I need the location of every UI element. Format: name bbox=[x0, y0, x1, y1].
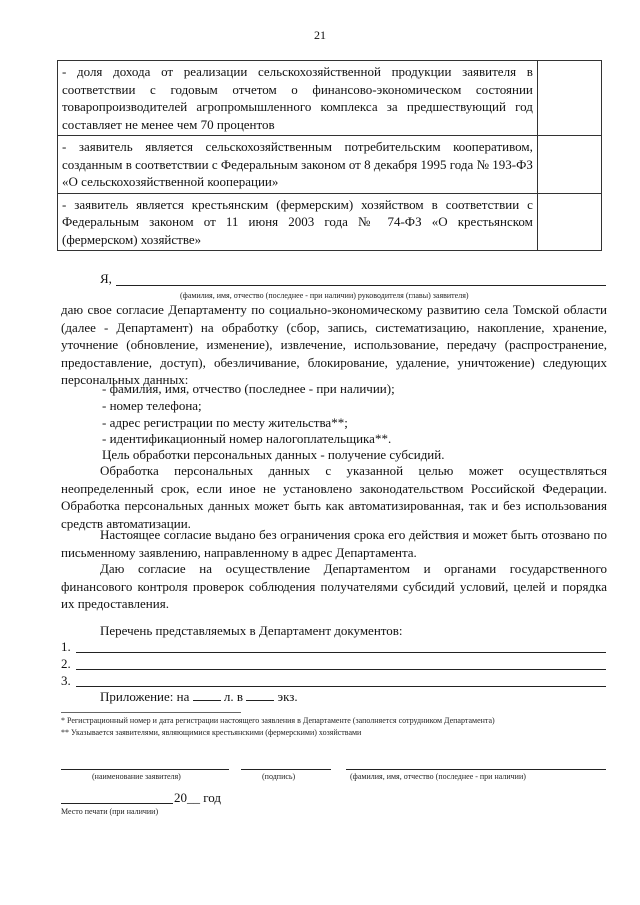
table-row bbox=[58, 61, 602, 136]
condition-text: - доля дохода от реализации сельскохозяйственной продукции заявителя в соответствии с годовым отчетом о финансово-экономическом состоянии товаропроизводителей агропромышленного комплекса за предшествующий год составляет не менее чем 70 процентов bbox=[58, 61, 538, 136]
list-item: - номер телефона; bbox=[102, 398, 202, 413]
attachment-end: экз. bbox=[277, 689, 298, 704]
document-line-3[interactable] bbox=[76, 686, 606, 687]
sheets-count-field[interactable] bbox=[193, 688, 221, 701]
attachment-label: Приложение: на bbox=[100, 689, 190, 704]
list-item: - фамилия, имя, отчество (последнее - при наличии); bbox=[102, 381, 395, 396]
page-number: 21 bbox=[314, 28, 326, 42]
list-item: - адрес регистрации по месту жительства**; bbox=[102, 415, 348, 430]
applicant-caption: (наименование заявителя) bbox=[92, 772, 181, 781]
doc-number: 3. bbox=[61, 673, 71, 688]
document-line-2[interactable] bbox=[76, 669, 606, 670]
doc-number: 1. bbox=[61, 639, 71, 654]
consent-intro: даю свое согласие Департаменту по социально-экономическому развитию села Томской области (далее - Департамент) на обработку (сбор, запись, систематизацию, накопление, хранение, уточнение (обновление, изменение), извлечение, использование, передачу (распространение, предоставление, доступ), обезличивание, блокирование, удаление, уничтожение) следующих персональных данных: bbox=[61, 302, 607, 387]
name-caption: (фамилия, имя, отчество (последнее - при наличии) руководителя (главы) заявителя) bbox=[180, 291, 469, 300]
sign-caption: (подпись) bbox=[262, 772, 296, 781]
table-row bbox=[58, 193, 602, 251]
fio-caption: (фамилия, имя, отчество (последнее - при наличии) bbox=[350, 772, 526, 781]
signer-fio-field[interactable] bbox=[346, 769, 606, 770]
table-row bbox=[58, 136, 602, 194]
footnote-1: * Регистрационный номер и дата регистрации настоящего заявления в Департаменте (заполняется сотрудником Департамента) bbox=[61, 716, 495, 725]
condition-mark-cell[interactable] bbox=[537, 136, 601, 194]
consent-purpose: Цель обработки персональных данных - получение субсидий. bbox=[102, 447, 445, 462]
consent-processing: Обработка персональных данных с указанной целью может осуществляться неопределенный срок, если иное не установлено законодательством Российской Федерации. Обработка персональных данных может быть как автоматизированная, так и без использования средств автоматизации. bbox=[61, 463, 607, 531]
applicant-name-field[interactable] bbox=[61, 769, 229, 770]
condition-text: - заявитель является сельскохозяйственным потребительским кооперативом, созданным в соответствии с Федеральным законом от 8 декабря 1995 года № 193-ФЗ «О сельскохозяйственной кооперации» bbox=[58, 136, 538, 194]
condition-text: - заявитель является крестьянским (фермерским) хозяйством в соответствии с Федеральным законом от 11 июня 2003 года № 74-ФЗ «О крестьянском (фермерском) хозяйстве» bbox=[58, 193, 538, 251]
doc-number: 2. bbox=[61, 656, 71, 671]
consent-i-prefix: Я, bbox=[100, 271, 112, 286]
date-field[interactable] bbox=[61, 803, 173, 804]
condition-mark-cell[interactable] bbox=[537, 61, 601, 136]
condition-mark-cell[interactable] bbox=[537, 193, 601, 251]
applicant-name-line[interactable] bbox=[116, 285, 606, 286]
footnote-2: ** Указывается заявителями, являющимися крестьянскими (фермерскими) хозяйствами bbox=[61, 728, 362, 737]
conditions-table bbox=[57, 60, 602, 251]
attachment-line bbox=[100, 688, 298, 705]
signature-field[interactable] bbox=[241, 769, 331, 770]
attachment-mid: л. в bbox=[223, 689, 244, 704]
year-text: 20__ год bbox=[174, 790, 221, 805]
consent-control: Даю согласие на осуществление Департаментом и органами государственного финансового контроля проверок соблюдения получателями субсидий условий, целей и порядка их предоставления. bbox=[61, 561, 607, 611]
footnote-divider bbox=[61, 712, 241, 713]
stamp-label: Место печати (при наличии) bbox=[61, 807, 159, 816]
consent-validity: Настоящее согласие выдано без ограничения срока его действия и может быть отозвано по письменному заявлению, направленному в адрес Департамента. bbox=[61, 527, 607, 560]
documents-heading: Перечень представляемых в Департамент документов: bbox=[100, 623, 403, 638]
list-item: - идентификационный номер налогоплательщика**. bbox=[102, 431, 392, 446]
copies-count-field[interactable] bbox=[246, 688, 274, 701]
document-line-1[interactable] bbox=[76, 652, 606, 653]
